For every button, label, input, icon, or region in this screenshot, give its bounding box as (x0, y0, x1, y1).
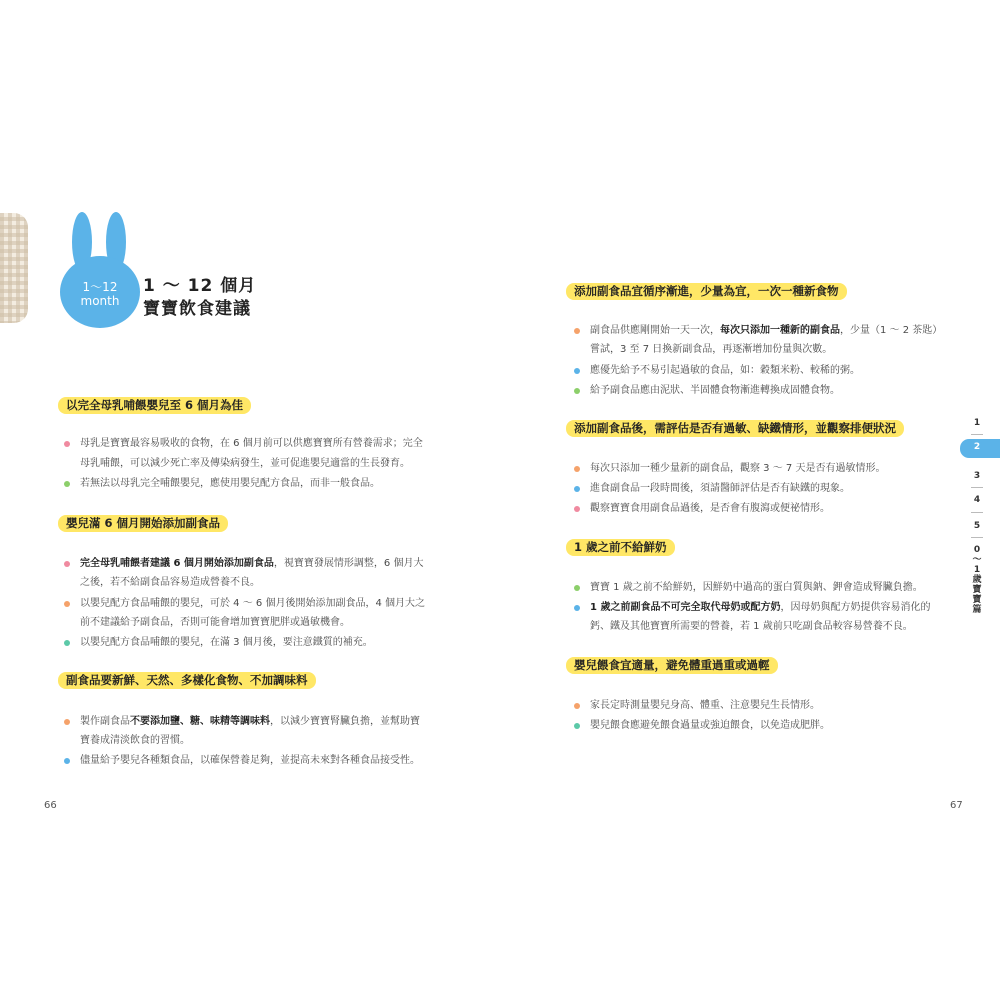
body-line: 每次只添加一種少量新的副食品，觀察 3 ～ 7 天是否有過敏情形。 (590, 463, 886, 474)
body-line: 母乳哺餵，可以減少死亡率及傳染病發生，並可促進嬰兒適當的生長發育。 (80, 458, 410, 469)
bullet-dot (64, 601, 70, 607)
bullet-dot (574, 368, 580, 374)
section-heading: 嬰兒餵食宜適量，避免體重過重或過輕 (566, 657, 778, 674)
chapter-tab-3[interactable]: 3 (973, 471, 981, 481)
tab-divider (971, 512, 983, 513)
section-heading: 添加副食品宜循序漸進，少量為宜，一次一種新食物 (566, 283, 847, 300)
bullet-dot (64, 719, 70, 725)
page-number-left: 66 (44, 800, 57, 811)
bullet-dot (574, 703, 580, 709)
chapter-tab-1[interactable]: 1 (973, 418, 981, 428)
bullet-dot (574, 723, 580, 729)
chapter-tab-2-active[interactable]: 2 (960, 439, 1000, 458)
body-line: 應優先給予不易引起過敏的食品，如：穀類米粉、較稀的粥。 (590, 365, 860, 376)
bullet-dot (64, 640, 70, 646)
bullet-dot (574, 605, 580, 611)
tab-divider (971, 434, 983, 435)
bunny-badge-icon (58, 212, 142, 330)
body-line: 母乳是寶寶最容易吸收的食物，在 6 個月前可以供應寶寶所有營養需求；完全 (80, 438, 423, 449)
body-line: 寶養成清淡飲食的習慣。 (80, 735, 190, 746)
bullet-dot (64, 561, 70, 567)
chapter-tab-5[interactable]: 5 (973, 521, 981, 531)
bullet-dot (574, 466, 580, 472)
page-number-right: 67 (950, 800, 963, 811)
body-line: 若無法以母乳完全哺餵嬰兒，應使用嬰兒配方食品，而非一般食品。 (80, 478, 380, 489)
body-line: 副食品供應剛開始一天一次，每次只添加一種新的副食品，少量（1 ～ 2 茶匙） (590, 325, 943, 336)
bullet-dot (574, 486, 580, 492)
badge-range: 1～12 (82, 280, 118, 294)
body-line: 給予副食品應由泥狀、半固體食物漸進轉換成固體食物。 (590, 385, 840, 396)
section-heading: 副食品要新鮮、天然、多樣化食物、不加調味料 (58, 672, 316, 689)
page-title-line2: 寶寶飲食建議 (143, 299, 251, 319)
badge-unit: month (80, 294, 120, 308)
bullet-dot (64, 441, 70, 447)
body-line: 家長定時測量嬰兒身高、體重、注意嬰兒生長情形。 (590, 700, 820, 711)
bullet-dot (64, 758, 70, 764)
body-line: 嬰兒餵食應避免餵食過量或強迫餵食，以免造成肥胖。 (590, 720, 830, 731)
bullet-dot (574, 388, 580, 394)
tab-divider (971, 537, 983, 538)
chapter-tab-4[interactable]: 4 (973, 495, 981, 505)
body-line: 進食副食品一段時間後，須請醫師評估是否有缺鐵的現象。 (590, 483, 850, 494)
bullet-dot (64, 481, 70, 487)
body-line: 1 歲之前副食品不可完全取代母奶或配方奶，因母奶與配方奶提供容易消化的 (590, 602, 931, 613)
section-heading: 添加副食品後，需評估是否有過敏、缺鐵情形，並觀察排便狀況 (566, 420, 904, 437)
page-title-line1: 1 ～ 12 個月 (143, 276, 257, 296)
body-line: 之後，若不給副食品容易造成營養不良。 (80, 577, 260, 588)
checker-edge-tab (0, 213, 28, 323)
body-line: 前不建議給予副食品，否則可能會增加寶寶肥胖或過敏機會。 (80, 617, 350, 628)
tab-divider (971, 487, 983, 488)
body-line: 以嬰兒配方食品哺餵的嬰兒，在滿 3 個月後，要注意鐵質的補充。 (80, 637, 373, 648)
body-line: 以嬰兒配方食品哺餵的嬰兒，可於 4 ～ 6 個月後開始添加副食品，4 個月大之 (80, 598, 425, 609)
body-line: 觀察寶寶食用副食品過後，是否會有腹瀉或便祕情形。 (590, 503, 830, 514)
bullet-dot (574, 328, 580, 334)
chapter-vertical-label: 0 ～ 1 歲 寶 寶 篇 (972, 545, 982, 615)
section-heading: 嬰兒滿 6 個月開始添加副食品 (58, 515, 228, 532)
bullet-dot (574, 585, 580, 591)
body-line: 嘗試，3 至 7 日換新副食品，再逐漸增加份量與次數。 (590, 344, 833, 355)
section-heading: 以完全母乳哺餵嬰兒至 6 個月為佳 (58, 397, 251, 414)
body-line: 寶寶 1 歲之前不給鮮奶，因鮮奶中過高的蛋白質與鈉、鉀會造成腎臟負擔。 (590, 582, 923, 593)
bullet-dot (574, 506, 580, 512)
body-line: 製作副食品不要添加鹽、糖、味精等調味料，以減少寶寶腎臟負擔，並幫助寶 (80, 716, 420, 727)
section-heading: 1 歲之前不給鮮奶 (566, 539, 675, 556)
body-line: 完全母乳哺餵者建議 6 個月開始添加副食品，視寶寶發展情形調整，6 個月大 (80, 558, 424, 569)
body-line: 鈣、鐵及其他寶寶所需要的營養，若 1 歲前只吃副食品較容易營養不良。 (590, 621, 913, 632)
body-line: 儘量給予嬰兒各種類食品，以確保營養足夠，並提高未來對各種食品接受性。 (80, 755, 420, 766)
